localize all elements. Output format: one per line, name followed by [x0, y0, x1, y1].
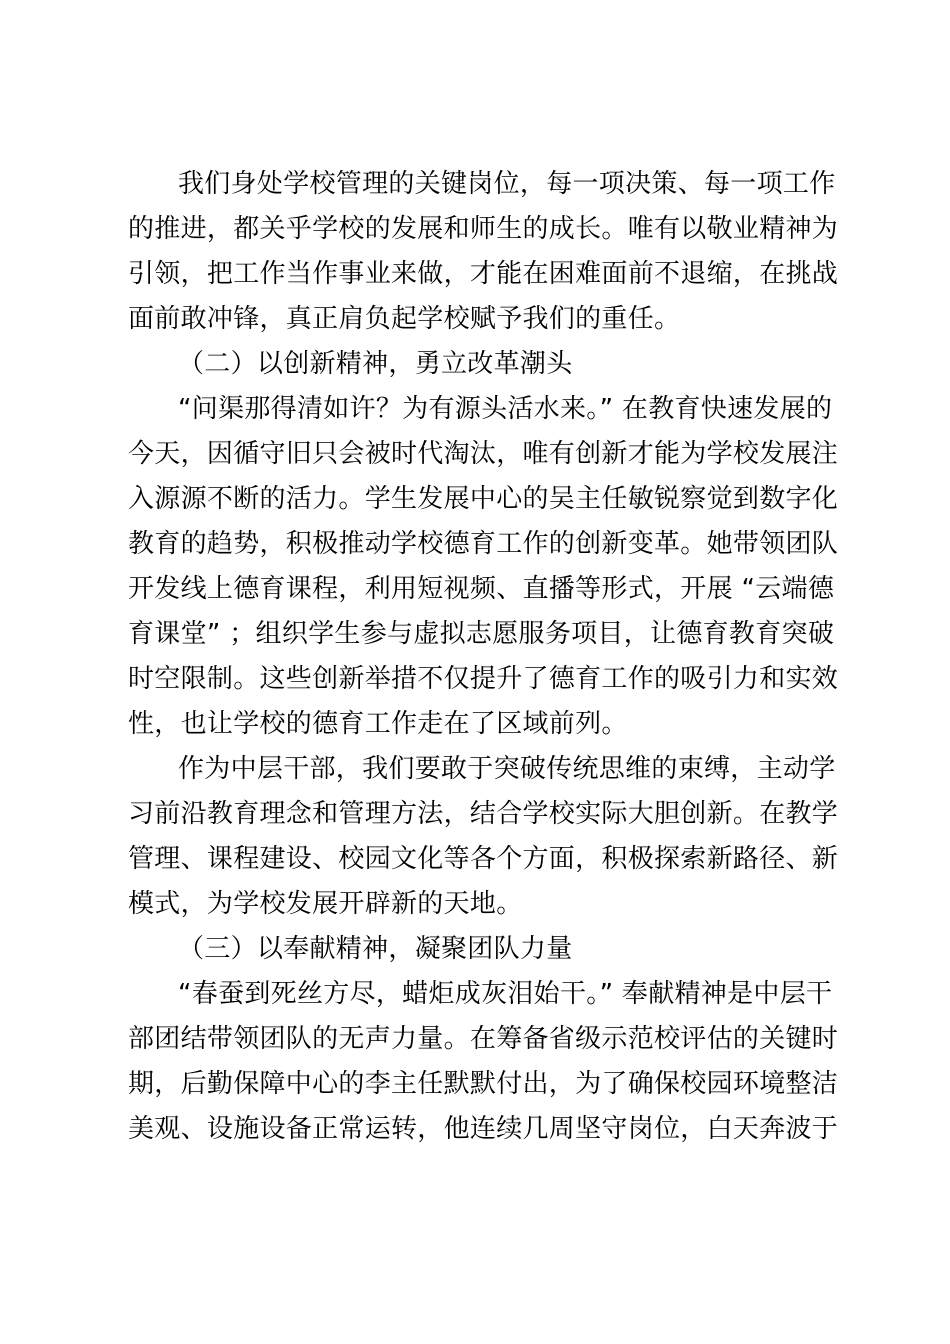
paragraph-line: 入源源不断的活力。学生发展中心的吴主任敏锐察觉到数字化 [128, 484, 839, 514]
paragraph-line: 作为中层干部，我们要敢于突破传统思维的束缚，主动学 [178, 754, 836, 784]
paragraph-line: 面前敢冲锋，真正肩负起学校赋予我们的重任。 [128, 304, 681, 334]
paragraph-line: 我们身处学校管理的关键岗位，每一项决策、每一项工作 [178, 169, 836, 199]
paragraph-line: “问渠那得清如许？为有源头活水来。” 在教育快速发展的 [178, 394, 833, 424]
paragraph-line: 期，后勤保障中心的李主任默默付出，为了确保校园环境整洁 [128, 1069, 839, 1099]
paragraph-line: 时空限制。这些创新举措不仅提升了德育工作的吸引力和实效 [128, 664, 839, 694]
section-heading: （二）以创新精神，勇立改革潮头 [178, 349, 573, 379]
paragraph-line: 性，也让学校的德育工作走在了区域前列。 [128, 709, 628, 739]
paragraph-line: “春蚕到死丝方尽，蜡炬成灰泪始干。” 奉献精神是中层干 [178, 979, 833, 1009]
paragraph-line: 习前沿教育理念和管理方法，结合学校实际大胆创新。在教学 [128, 799, 839, 829]
paragraph-line: 教育的趋势，积极推动学校德育工作的创新变革。她带领团队 [128, 529, 839, 559]
paragraph-line: 开发线上德育课程，利用短视频、直播等形式，开展 “云端德 [128, 574, 835, 604]
paragraph-line: 的推进，都关乎学校的发展和师生的成长。唯有以敬业精神为 [128, 214, 839, 244]
paragraph-line: 引领，把工作当作事业来做，才能在困难面前不退缩，在挑战 [128, 259, 839, 289]
section-heading: （三）以奉献精神，凝聚团队力量 [178, 934, 573, 964]
paragraph-line: 育课堂” ；组织学生参与虚拟志愿服务项目，让德育教育突破 [128, 619, 835, 649]
paragraph-line: 管理、课程建设、校园文化等各个方面，积极探索新路径、新 [128, 844, 839, 874]
paragraph-line: 模式，为学校发展开辟新的天地。 [128, 889, 523, 919]
paragraph-line: 部团结带领团队的无声力量。在筹备省级示范校评估的关键时 [128, 1024, 839, 1054]
paragraph-line: 美观、设施设备正常运转，他连续几周坚守岗位，白天奔波于 [128, 1114, 839, 1144]
paragraph-line: 今天，因循守旧只会被时代淘汰，唯有创新才能为学校发展注 [128, 439, 839, 469]
